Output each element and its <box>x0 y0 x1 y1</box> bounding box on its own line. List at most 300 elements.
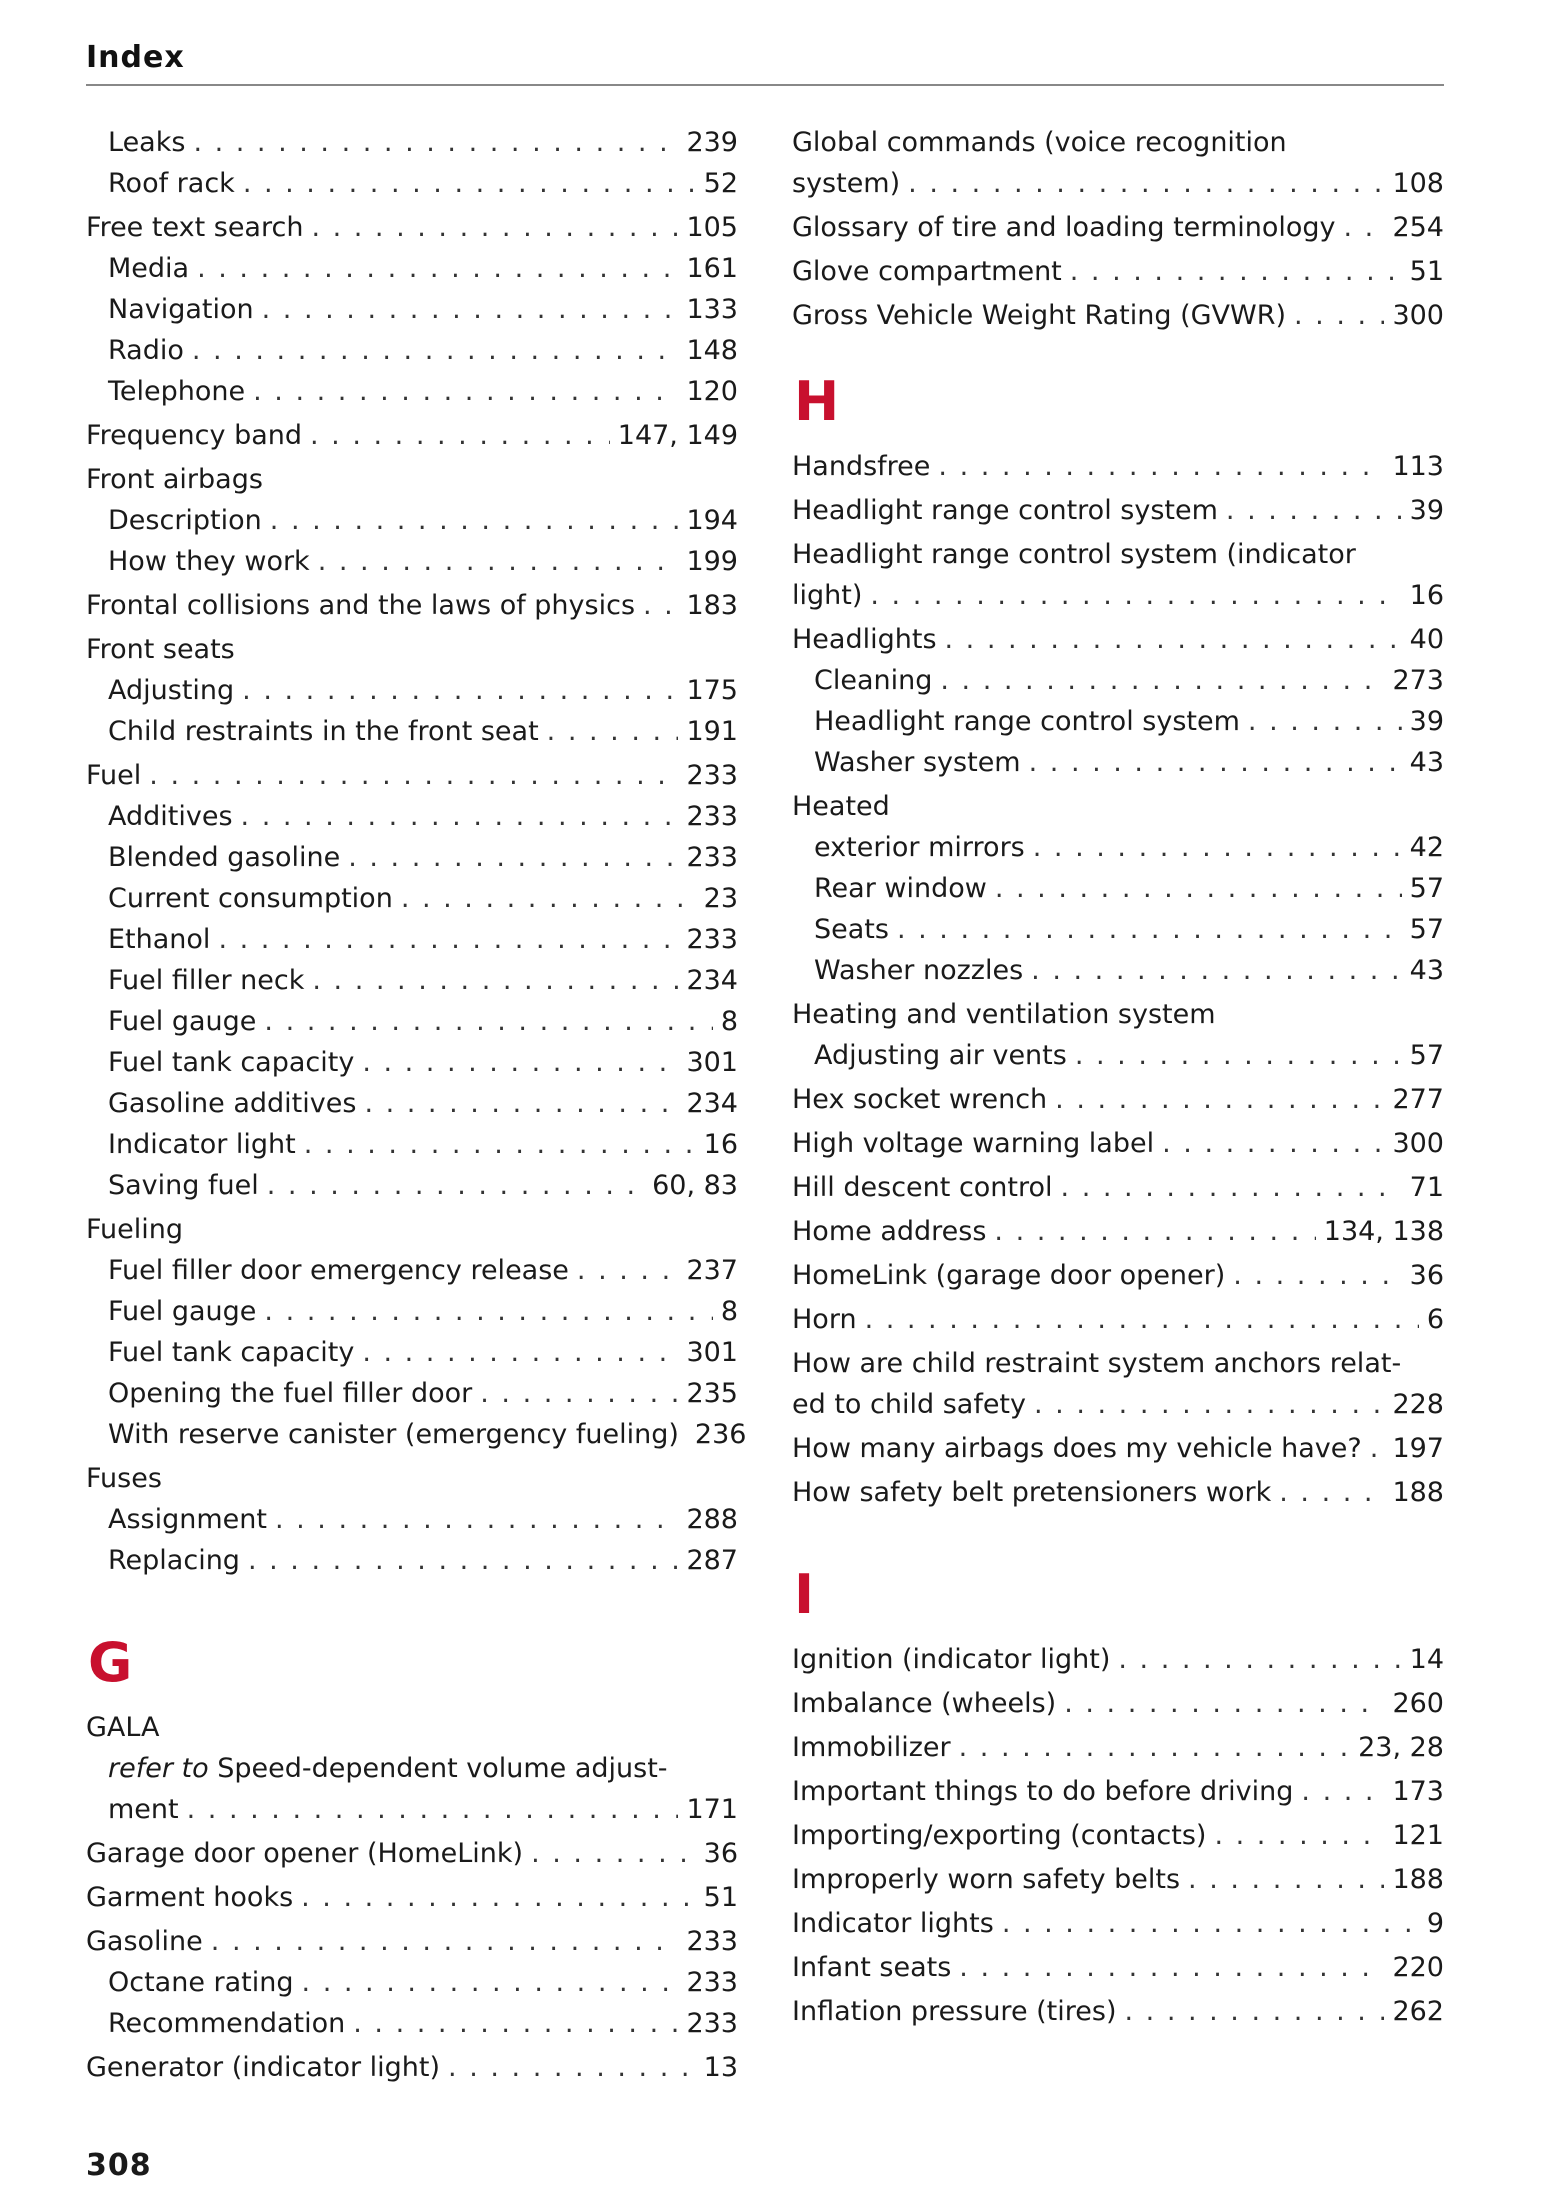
entry-term: Handsfree <box>792 451 931 482</box>
dot-leader <box>1162 1123 1384 1164</box>
index-entry <box>792 950 1444 991</box>
index-entry <box>86 2047 738 2088</box>
index-entry <box>792 1255 1444 1296</box>
entry-term: Gasoline additives <box>108 1088 357 1119</box>
index-entry <box>86 122 738 163</box>
entry-term: Telephone <box>108 376 246 407</box>
entry-page: 233 <box>686 2008 738 2039</box>
entry-term: Octane rating <box>108 1967 294 1998</box>
entry-page: 197 <box>1392 1433 1444 1464</box>
dot-leader <box>547 711 679 752</box>
entry-term: Fuel filler door emergency release <box>108 1255 569 1286</box>
page-header-title: Index <box>86 40 185 75</box>
index-entry <box>86 1414 747 1455</box>
index-entry <box>792 701 1444 742</box>
entry-term: Generator (indicator light) <box>86 2052 441 2083</box>
entry-page: 287 <box>686 1545 738 1576</box>
entry-group <box>792 1639 1444 2032</box>
entry-term: Fuel tank capacity <box>108 1047 355 1078</box>
index-entry-wrap: Global commands (voice recognition <box>792 127 1287 158</box>
dot-leader <box>959 1727 1350 1768</box>
entry-term: Media <box>108 253 190 284</box>
index-entry <box>792 207 1444 248</box>
index-entry <box>86 711 738 752</box>
entry-page: 39 <box>1409 706 1444 737</box>
dot-leader <box>149 755 678 796</box>
index-entry <box>792 1079 1444 1120</box>
entry-page: 188 <box>1392 1864 1444 1895</box>
index-entry <box>792 490 1444 531</box>
entry-page: 40 <box>1409 624 1444 655</box>
entry-term: Ethanol <box>108 924 211 955</box>
entry-term: Saving fuel <box>108 1170 259 1201</box>
entry-term: How they work <box>108 546 310 577</box>
index-entry <box>792 1727 1444 1768</box>
section-letter-i: I <box>794 1563 815 1626</box>
entry-page: 277 <box>1392 1084 1444 1115</box>
entry-page: 199 <box>686 546 738 577</box>
dot-leader <box>1075 1035 1402 1076</box>
entry-page: 14 <box>1409 1644 1444 1675</box>
index-heading: Fueling <box>86 1214 184 1245</box>
entry-term: Glove compartment <box>792 256 1062 287</box>
dot-leader <box>267 1165 644 1206</box>
entry-page: 301 <box>686 1337 738 1368</box>
index-entry <box>86 207 738 248</box>
entry-term: Adjusting air vents <box>814 1040 1067 1071</box>
index-entry <box>792 1639 1444 1680</box>
entry-term: Garment hooks <box>86 1882 294 1913</box>
index-entry <box>792 742 1444 783</box>
entry-page: 39 <box>1409 495 1444 526</box>
entry-page: 16 <box>703 1129 738 1160</box>
header-divider <box>86 84 1444 86</box>
index-entry <box>792 1859 1444 1900</box>
dot-leader <box>270 500 679 541</box>
entry-page: 273 <box>1392 665 1444 696</box>
refer-to-target: Speed-dependent volume adjust- <box>217 1753 668 1784</box>
dot-leader <box>192 330 679 371</box>
entry-page: 36 <box>703 1838 738 1869</box>
index-entry <box>86 1789 738 1830</box>
index-entry <box>86 371 738 412</box>
entry-group <box>792 1428 1444 1513</box>
dot-leader <box>1031 950 1401 991</box>
entry-term: Infant seats <box>792 1952 952 1983</box>
entry-term: Fuel gauge <box>108 1296 257 1327</box>
entry-group <box>792 1035 1444 1340</box>
entry-page: 57 <box>1409 1040 1444 1071</box>
entry-page: 16 <box>1409 580 1444 611</box>
entry-group <box>792 446 1444 531</box>
entry-term: Gasoline <box>86 1926 203 1957</box>
entry-page: 147, 149 <box>617 420 738 451</box>
entry-page: 237 <box>686 1255 738 1286</box>
entry-page: 260 <box>1392 1688 1444 1719</box>
index-column-left <box>86 122 747 2088</box>
index-entry <box>792 1903 1444 1944</box>
dot-leader <box>187 1789 679 1830</box>
entry-term: Fuel tank capacity <box>108 1337 355 1368</box>
entry-page: 9 <box>1426 1908 1444 1939</box>
entry-page: 301 <box>686 1047 738 1078</box>
dot-leader <box>348 837 678 878</box>
index-entry <box>792 251 1444 292</box>
index-heading: Heating and ventilation system <box>792 999 1216 1030</box>
index-entry <box>86 919 738 960</box>
entry-group <box>86 1833 738 2088</box>
index-entry <box>86 1124 738 1165</box>
entry-group <box>86 670 738 1206</box>
entry-page: 36 <box>1409 1260 1444 1291</box>
entry-term: Immobilizer <box>792 1732 951 1763</box>
entry-term: Inflation pressure (tires) <box>792 1996 1117 2027</box>
dot-leader <box>310 415 610 456</box>
dot-leader <box>870 575 1401 616</box>
entry-term: Frontal collisions and the laws of physics <box>86 590 636 621</box>
entry-page: 52 <box>703 168 738 199</box>
entry-page: 8 <box>720 1006 738 1037</box>
index-entry <box>792 1991 1444 2032</box>
entry-page: 113 <box>1392 451 1444 482</box>
entry-term: Roof rack <box>108 168 235 199</box>
dot-leader <box>218 919 678 960</box>
index-entry <box>86 2003 738 2044</box>
index-entry <box>792 1428 1444 1469</box>
entry-page: 233 <box>686 1967 738 1998</box>
dot-leader <box>275 1499 678 1540</box>
dot-leader <box>318 541 679 582</box>
entry-page: 60, 83 <box>652 1170 738 1201</box>
dot-leader <box>364 1083 678 1124</box>
entry-page: 194 <box>686 505 738 536</box>
dot-leader <box>302 1962 679 2003</box>
index-entry <box>792 1683 1444 1724</box>
entry-term: HomeLink (garage door opener) <box>792 1260 1226 1291</box>
entry-page: 254 <box>1392 212 1444 243</box>
entry-page: 71 <box>1409 1172 1444 1203</box>
index-entry <box>86 1083 738 1124</box>
entry-page: 228 <box>1392 1389 1444 1420</box>
index-entry-wrap: Headlight range control system (indicator <box>792 539 1356 570</box>
dot-leader <box>643 585 678 626</box>
entry-term: Headlight range control system <box>792 495 1218 526</box>
entry-page: 300 <box>1392 300 1444 331</box>
index-heading: Heated <box>792 791 890 822</box>
dot-leader <box>940 660 1384 701</box>
dot-leader <box>1214 1815 1384 1856</box>
entry-term: Hill descent control <box>792 1172 1053 1203</box>
entry-term: Hex socket wrench <box>792 1084 1048 1115</box>
index-entry <box>86 755 738 796</box>
entry-term: Washer nozzles <box>814 955 1024 986</box>
dot-leader <box>197 248 678 289</box>
entry-group <box>792 827 1444 991</box>
index-entry <box>792 619 1444 660</box>
entry-page: 108 <box>1392 168 1444 199</box>
dot-leader <box>1301 1771 1384 1812</box>
dot-leader <box>1370 1428 1385 1469</box>
index-entry <box>792 1299 1444 1340</box>
entry-group <box>792 619 1444 783</box>
entry-term: How many airbags does my vehicle have? <box>792 1433 1362 1464</box>
entry-page: 134, 138 <box>1323 1216 1444 1247</box>
dot-leader <box>401 878 696 919</box>
dot-leader <box>1226 490 1402 531</box>
index-entry <box>86 1165 738 1206</box>
entry-page: 233 <box>686 801 738 832</box>
entry-page: 191 <box>686 716 738 747</box>
index-entry <box>86 541 738 582</box>
dot-leader <box>959 1947 1384 1988</box>
dot-leader <box>193 122 678 163</box>
dot-leader <box>264 1001 712 1042</box>
entry-page: 161 <box>686 253 738 284</box>
page-number: 308 <box>86 2148 152 2183</box>
section-letter-g: G <box>88 1631 133 1694</box>
entry-page: 57 <box>1409 873 1444 904</box>
dot-leader <box>262 289 679 330</box>
entry-page: 183 <box>686 590 738 621</box>
entry-term: Seats <box>814 914 889 945</box>
entry-page: 188 <box>1392 1477 1444 1508</box>
entry-group <box>792 207 1444 336</box>
index-heading: Front seats <box>86 634 235 665</box>
entry-term: How safety belt pretensioners work <box>792 1477 1272 1508</box>
index-entry <box>792 1167 1444 1208</box>
entry-page: 133 <box>686 294 738 325</box>
index-heading: Fuses <box>86 1463 162 1494</box>
dot-leader <box>253 371 678 412</box>
entry-term: Importing/exporting (contacts) <box>792 1820 1207 1851</box>
dot-leader <box>1002 1903 1419 1944</box>
entry-page: 6 <box>1426 1304 1444 1335</box>
index-entry-wrap: How are child restraint system anchors relat- <box>792 1348 1402 1379</box>
dot-leader <box>480 1373 678 1414</box>
index-entry <box>86 1001 738 1042</box>
entry-term: Radio <box>108 335 184 366</box>
index-entry <box>86 415 738 456</box>
entry-term: Headlights <box>792 624 937 655</box>
entry-page: 57 <box>1409 914 1444 945</box>
dot-leader <box>1344 207 1385 248</box>
entry-page: 13 <box>703 2052 738 2083</box>
index-entry <box>792 1123 1444 1164</box>
dot-leader <box>908 163 1384 204</box>
dot-leader <box>362 1042 678 1083</box>
dot-leader <box>311 207 678 248</box>
index-entry <box>792 868 1444 909</box>
entry-term: Adjusting <box>108 675 235 706</box>
index-entry <box>86 960 738 1001</box>
entry-term: Replacing <box>108 1545 240 1576</box>
dot-leader <box>1055 1079 1384 1120</box>
entry-page: 233 <box>686 842 738 873</box>
entry-term: ed to child safety <box>792 1389 1026 1420</box>
entry-page: 121 <box>1392 1820 1444 1851</box>
dot-leader <box>211 1921 679 1962</box>
entry-page: 8 <box>720 1296 738 1327</box>
entry-term: Additives <box>108 801 233 832</box>
entry-term: Horn <box>792 1304 857 1335</box>
index-entry <box>86 878 738 919</box>
entry-page: 171 <box>686 1794 738 1825</box>
dot-leader <box>312 960 678 1001</box>
entry-term: light) <box>792 580 863 611</box>
entry-page: 173 <box>1392 1776 1444 1807</box>
index-entry <box>86 1877 738 1918</box>
dot-leader <box>301 1877 696 1918</box>
index-entry <box>86 500 738 541</box>
entry-page: 43 <box>1409 747 1444 778</box>
entry-term: Important things to do before driving <box>792 1776 1294 1807</box>
dot-leader <box>1233 1255 1401 1296</box>
entry-term: Fuel gauge <box>108 1006 257 1037</box>
index-entry <box>86 163 738 204</box>
entry-term: High voltage warning label <box>792 1128 1155 1159</box>
index-heading: GALA <box>86 1712 160 1743</box>
index-entry <box>86 330 738 371</box>
entry-page: 236 <box>694 1419 747 1450</box>
entry-term: Garage door opener (HomeLink) <box>86 1838 524 1869</box>
dot-leader <box>1034 1384 1384 1425</box>
entry-page: 42 <box>1409 832 1444 863</box>
index-entry <box>86 1499 738 1540</box>
dot-leader <box>531 1833 696 1874</box>
entry-term: Free text search <box>86 212 304 243</box>
entry-term: Imbalance (wheels) <box>792 1688 1057 1719</box>
dot-leader <box>577 1250 679 1291</box>
entry-term: Child restraints in the front seat <box>108 716 539 747</box>
index-entry <box>792 1211 1444 1252</box>
entry-page: 23 <box>703 883 738 914</box>
index-entry <box>792 575 1444 616</box>
entry-term: Indicator light <box>108 1129 296 1160</box>
dot-leader <box>1248 701 1402 742</box>
dot-leader <box>1064 1683 1384 1724</box>
refer-to-label: refer to <box>108 1753 209 1784</box>
dot-leader <box>1033 827 1402 868</box>
entry-page: 148 <box>686 335 738 366</box>
entry-page: 175 <box>686 675 738 706</box>
entry-page: 288 <box>686 1504 738 1535</box>
index-entry <box>792 295 1444 336</box>
entry-page: 300 <box>1392 1128 1444 1159</box>
section-letter-h: H <box>794 370 840 433</box>
entry-page: 120 <box>686 376 738 407</box>
entry-term: Frequency band <box>86 420 302 451</box>
dot-leader <box>1124 1991 1384 2032</box>
dot-leader <box>248 1540 679 1581</box>
index-entry <box>792 1947 1444 1988</box>
entry-term: Fuel <box>86 760 142 791</box>
dot-leader <box>264 1291 712 1332</box>
index-entry <box>86 585 738 626</box>
index-entry <box>792 1035 1444 1076</box>
dot-leader <box>938 446 1384 487</box>
entry-term: Description <box>108 505 262 536</box>
entry-term: Washer system <box>814 747 1021 778</box>
entry-page: 234 <box>686 1088 738 1119</box>
index-entry <box>86 796 738 837</box>
index-entry <box>792 660 1444 701</box>
entry-page: 262 <box>1392 1996 1444 2027</box>
entry-term: Recommendation <box>108 2008 346 2039</box>
index-entry <box>86 1291 738 1332</box>
entry-term: Headlight range control system <box>814 706 1240 737</box>
cross-reference <box>86 1748 738 1789</box>
index-heading: Front airbags <box>86 464 263 495</box>
dot-leader <box>1118 1639 1401 1680</box>
entry-term: Improperly worn safety belts <box>792 1864 1181 1895</box>
entry-term: Home address <box>792 1216 987 1247</box>
index-entry <box>86 1921 738 1962</box>
index-entry <box>792 909 1444 950</box>
index-entry <box>86 1962 738 2003</box>
index-entry <box>86 1833 738 1874</box>
entry-term: Current consumption <box>108 883 393 914</box>
entry-page: 233 <box>686 1926 738 1957</box>
dot-leader <box>448 2047 696 2088</box>
entry-page: 105 <box>686 212 738 243</box>
entry-term: With reserve canister (emergency fueling) <box>108 1419 679 1450</box>
entry-term: Navigation <box>108 294 254 325</box>
index-entry <box>86 1250 738 1291</box>
index-entry <box>792 1771 1444 1812</box>
dot-leader <box>243 163 696 204</box>
index-entry <box>86 837 738 878</box>
index-entry <box>86 1332 738 1373</box>
index-entry <box>792 827 1444 868</box>
entry-term: Gross Vehicle Weight Rating (GVWR) <box>792 300 1287 331</box>
index-entry <box>86 1540 738 1581</box>
entry-term: Rear window <box>814 873 987 904</box>
dot-leader <box>994 1211 1315 1252</box>
dot-leader <box>1070 251 1402 292</box>
dot-leader <box>945 619 1402 660</box>
entry-page: 23, 28 <box>1358 1732 1444 1763</box>
index-entry <box>86 1373 738 1414</box>
index-entry <box>86 289 738 330</box>
entry-group <box>86 1250 747 1455</box>
index-entry <box>792 163 1444 204</box>
entry-term: Glossary of tire and loading terminology <box>792 212 1336 243</box>
entry-page: 233 <box>686 760 738 791</box>
entry-page: 51 <box>1409 256 1444 287</box>
entry-term: ment <box>108 1794 179 1825</box>
dot-leader <box>1029 742 1402 783</box>
entry-page: 220 <box>1392 1952 1444 1983</box>
entry-term: system) <box>792 168 901 199</box>
entry-page: 234 <box>686 965 738 996</box>
entry-term: Assignment <box>108 1504 267 1535</box>
dot-leader <box>241 796 679 837</box>
index-entry <box>792 1815 1444 1856</box>
index-entry <box>86 248 738 289</box>
index-column-right <box>792 122 1444 2032</box>
entry-group <box>86 500 738 626</box>
dot-leader <box>353 2003 678 2044</box>
entry-page: 233 <box>686 924 738 955</box>
dot-leader <box>304 1124 696 1165</box>
entry-term: Leaks <box>108 127 186 158</box>
entry-term: exterior mirrors <box>814 832 1025 863</box>
dot-leader <box>362 1332 678 1373</box>
dot-leader <box>897 909 1402 950</box>
entry-page: 239 <box>686 127 738 158</box>
index-entry <box>86 670 738 711</box>
entry-term: Fuel filler neck <box>108 965 305 996</box>
